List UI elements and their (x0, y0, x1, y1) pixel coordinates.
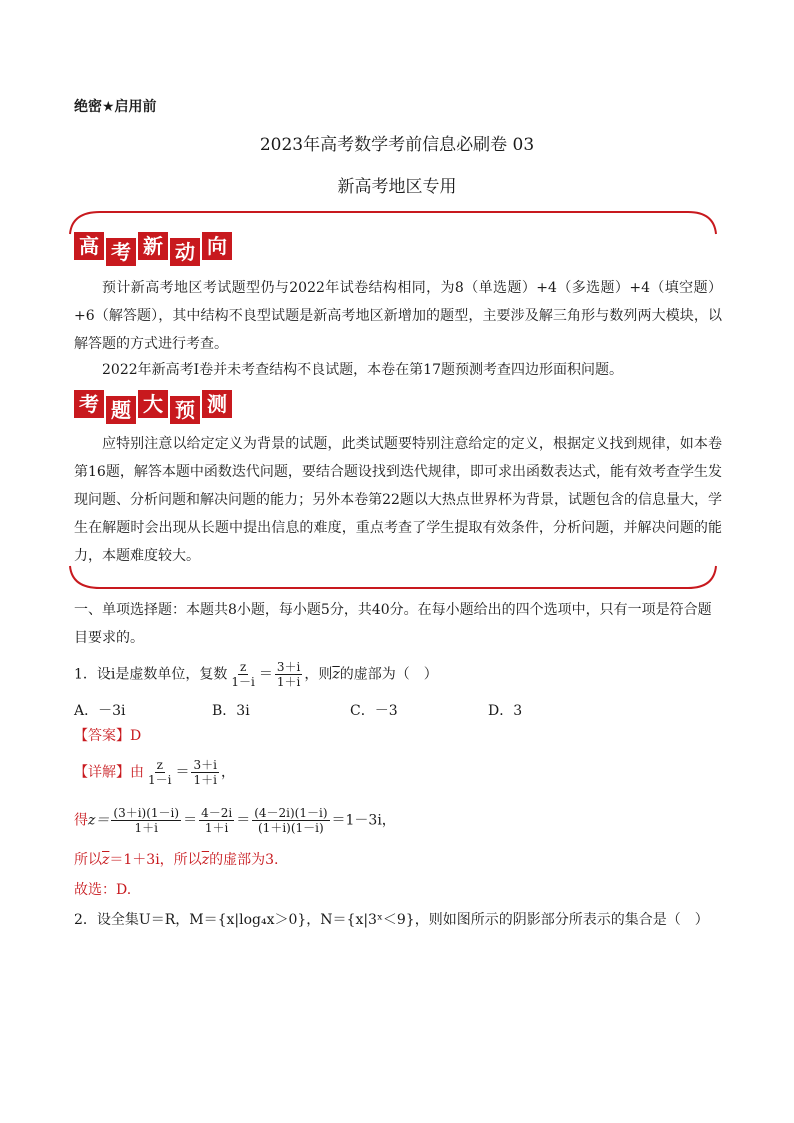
fraction-lhs (229, 660, 256, 689)
detail-line-1 (74, 758, 235, 787)
section-heading: 一、单项选择题：本题共8小题，每小题5分，共40分。在每小题给出的四个选项中，只有一项是符合题目要求的。 (74, 602, 712, 646)
frac-num: 4－2i (201, 806, 233, 820)
z-conjugate: $\overline{z}$ (201, 852, 210, 868)
detail-text: ＝1－3i， (331, 812, 396, 829)
frac-den: (1＋i)(1－i) (258, 821, 324, 835)
z-conjugate: $\overline{z}$ (102, 852, 110, 868)
detail-label: 【详解】 (74, 764, 130, 781)
intro-paragraph-2: 2022年新高考Ⅰ卷并未考查结构不良试题，本卷在第17题预测考查四边形面积问题。 (102, 362, 623, 378)
fraction-rhs (191, 758, 218, 787)
fraction-step-1 (111, 806, 181, 835)
page-subtitle: 新高考地区专用 (337, 177, 457, 197)
answer-label: 【答案】 (74, 728, 130, 744)
banner-tile: 高 (74, 232, 104, 260)
frac-den: 1＋i (193, 773, 217, 787)
detail-line-3 (74, 850, 278, 870)
frac-den: 1＋i (204, 821, 229, 835)
equals: ＝ (175, 764, 190, 781)
frac-den: 1－i (148, 773, 172, 787)
banner-tile: 动 (170, 238, 200, 266)
detail-text: ， (220, 764, 235, 781)
detail-text: 所以 (74, 852, 102, 868)
banner-tile: 大 (138, 390, 168, 418)
fraction-step-3 (252, 806, 329, 835)
option-b: B．3i (212, 703, 250, 719)
frac-num: 3＋i (276, 660, 301, 674)
confidential-mark: 绝密★启用前 (74, 99, 157, 115)
frac-num: (4－2i)(1－i) (254, 806, 328, 820)
question-2-stem: 2．设全集U＝R，M＝{x|log₄x＞0}，N＝{x|3ˣ＜9}，则如图所示的阴影部分所表示的集合是（ ） (74, 912, 709, 928)
detail-text: ＝1＋3i，所以 (109, 852, 202, 868)
answer-value: D (130, 728, 142, 744)
frac-den: 1－i (231, 675, 255, 689)
equals: ＝ (258, 666, 273, 683)
q1-text: 的虚部为（ ） (339, 666, 438, 683)
banner-tile: 新 (138, 232, 168, 260)
question-1-stem (74, 660, 438, 689)
detail-line-2 (74, 806, 396, 835)
z-equals: z＝ (88, 812, 110, 829)
fraction-step-2 (199, 806, 234, 835)
option-a: A．－3i (74, 703, 126, 719)
frac-num: z (239, 660, 247, 674)
intro-paragraph-1: 预计新高考地区考试题型仍与2022年试卷结构相同，为8（单选题）+4（多选题）+4（填空题）+6（解答题），其中结构不良型试题是新高考地区新增加的题型，主要涉及解三角形与数列两大模块，以解答题的方式进行考查。 (74, 280, 722, 352)
banner-exam-trends (74, 232, 232, 266)
frac-num: 3＋i (193, 758, 217, 772)
banner-tile: 题 (106, 396, 136, 424)
frac-num: (3＋i)(1－i) (113, 806, 180, 820)
frac-den: 1＋i (276, 675, 301, 689)
intro-paragraph-3: 应特别注意以给定定义为背景的试题，此类试题要特别注意给定的定义，根据定义找到规律，如本卷第16题，解答本题中函数迭代问题，要结合题设找到迭代规律，即可求出函数表达式，能有效考查学生发现问题、分析问题和解决问题的能力；另外本卷第22题以大热点世界杯为背景，试题包含的信息量大，学生在解题时会出现从长题中提出信息的难度，重点考查了学生提取有效条件，分析问题，并解决问题的能力，本题难度较大。 (74, 436, 722, 564)
frac-num: z (156, 758, 163, 772)
banner-tile: 向 (202, 232, 232, 260)
fraction-rhs (275, 660, 302, 689)
option-d: D．3 (488, 703, 523, 719)
banner-tile: 考 (74, 390, 104, 418)
q1-text: 1．设i是虚数单位，复数 (74, 666, 228, 683)
banner-topic-forecast (74, 390, 232, 424)
frame-top-arc (70, 212, 716, 234)
option-c: C．－3 (350, 703, 398, 719)
detail-text: 的虚部为3. (209, 852, 279, 868)
z-conjugate: $\overline{z}$ (332, 666, 340, 683)
fraction-lhs (146, 758, 173, 787)
equals: ＝ (183, 812, 198, 829)
detail-line-4: 故选：D. (74, 882, 132, 898)
answer-line (74, 726, 141, 746)
banner-tile: 测 (202, 390, 232, 418)
detail-text: 得 (74, 812, 88, 829)
detail-text: 由 (130, 764, 144, 781)
equals: ＝ (236, 812, 251, 829)
frac-den: 1＋i (134, 821, 158, 835)
q1-text: ，则 (304, 666, 333, 683)
banner-tile: 考 (106, 238, 136, 266)
page-title: 2023年高考数学考前信息必刷卷 03 (259, 135, 535, 155)
banner-tile: 预 (170, 396, 200, 424)
